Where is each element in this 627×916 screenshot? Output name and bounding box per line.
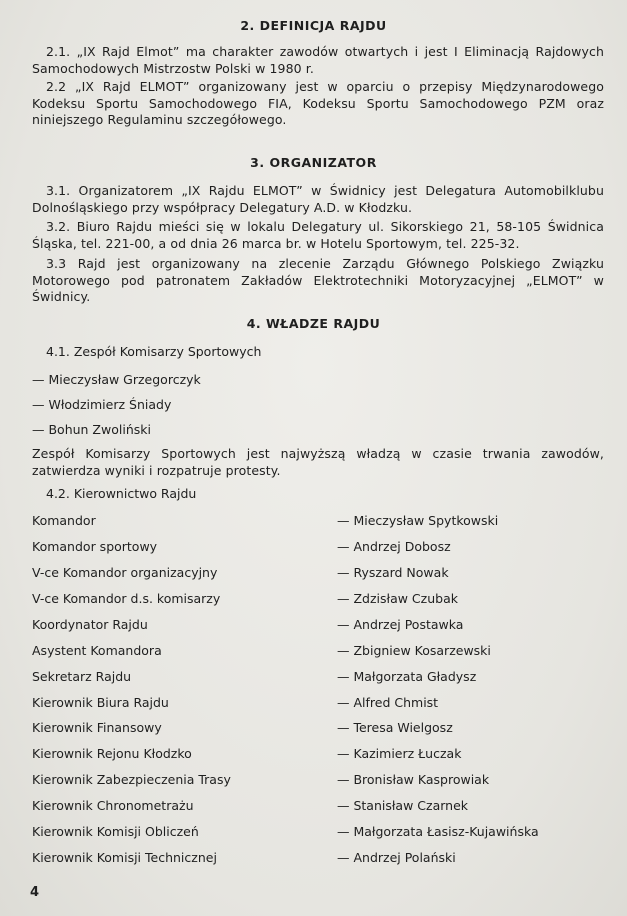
commissioner-item: — Włodzimierz Śniady — [32, 397, 172, 412]
staff-name: — Małgorzata Gładysz — [337, 669, 477, 684]
staff-name: — Andrzej Dobosz — [337, 539, 451, 554]
staff-role: Asystent Komandora — [32, 643, 162, 658]
staff-role: Kierownik Zabezpieczenia Trasy — [32, 772, 231, 787]
paragraph-3-2: 3.2. Biuro Rajdu mieści się w lokalu Delegatury ul. Sikorskiego 21, 58-105 Świdnica Śląska, tel. 221-00, a od dnia 26 marca br. w Hotelu Sportowym, tel. 225-32. — [32, 219, 604, 251]
staff-name: — Alfred Chmist — [337, 695, 439, 710]
staff-name: — Kazimierz Łuczak — [337, 746, 462, 761]
section-3-heading: 3. ORGANIZATOR — [250, 155, 377, 170]
paragraph-zespol: Zespół Komisarzy Sportowych jest najwyższą władzą w czasie trwania zawodów, zatwierdza wyniki i rozpatruje protesty. — [32, 446, 604, 478]
staff-name: — Mieczysław Spytkowski — [337, 513, 499, 528]
paragraph-3-3: 3.3 Rajd jest organizowany na zlecenie Zarządu Głównego Polskiego Związku Motorowego pod patronatem Zakładów Elektrotechniki Motoryzacyjnej „ELMOT” w Świdnicy. — [32, 256, 604, 304]
staff-name: — Bronisław Kasprowiak — [337, 772, 490, 787]
paragraph-2-1: 2.1. „IX Rajd Elmot” ma charakter zawodów otwartych i jest I Eliminacją Rajdowych Samochodowych Mistrzostw Polski w 1980 r. — [32, 44, 604, 76]
section-2-heading: 2. DEFINICJA RAJDU — [240, 18, 387, 33]
page-number: 4 — [30, 885, 40, 900]
staff-role: Kierownik Komisji Technicznej — [32, 850, 217, 865]
staff-role: Komandor — [32, 513, 96, 528]
staff-name: — Zdzisław Czubak — [337, 591, 458, 606]
staff-name: — Teresa Wielgosz — [337, 720, 453, 735]
staff-role: Koordynator Rajdu — [32, 617, 148, 632]
commissioner-item: — Bohun Zwoliński — [32, 422, 151, 437]
section-4-heading: 4. WŁADZE RAJDU — [246, 316, 381, 331]
staff-role: Kierownik Biura Rajdu — [32, 695, 169, 710]
staff-name: — Andrzej Postawka — [337, 617, 464, 632]
staff-name: — Ryszard Nowak — [337, 565, 449, 580]
paragraph-3-1: 3.1. Organizatorem „IX Rajdu ELMOT” w Świdnicy jest Delegatura Automobilklubu Dolnośląskiego przy współpracy Delegatury A.D. w Kłodzku. — [32, 183, 604, 215]
staff-role: Sekretarz Rajdu — [32, 669, 132, 684]
staff-role: V-ce Komandor d.s. komisarzy — [32, 591, 221, 606]
commissioner-item: — Mieczysław Grzegorczyk — [32, 372, 201, 387]
subsection-4-2: 4.2. Kierownictwo Rajdu — [46, 486, 197, 501]
staff-role: Komandor sportowy — [32, 539, 158, 554]
staff-name: — Andrzej Polański — [337, 850, 456, 865]
paragraph-2-2: 2.2 „IX Rajd ELMOT” organizowany jest w oparciu o przepisy Międzynarodowego Kodeksu Sportu Samochodowego FIA, Kodeksu Sportu Samochodowego PZM oraz niniejszego Regulaminu szczegółowego. — [32, 79, 604, 127]
staff-role: Kierownik Komisji Obliczeń — [32, 824, 199, 839]
staff-role: Kierownik Chronometrażu — [32, 798, 194, 813]
staff-name: — Małgorzata Łasisz-Kujawińska — [337, 824, 539, 839]
staff-role: V-ce Komandor organizacyjny — [32, 565, 218, 580]
staff-name: — Stanisław Czarnek — [337, 798, 469, 813]
subsection-4-1: 4.1. Zespół Komisarzy Sportowych — [46, 344, 262, 359]
staff-name: — Zbigniew Kosarzewski — [337, 643, 491, 658]
staff-role: Kierownik Rejonu Kłodzko — [32, 746, 192, 761]
staff-role: Kierownik Finansowy — [32, 720, 162, 735]
